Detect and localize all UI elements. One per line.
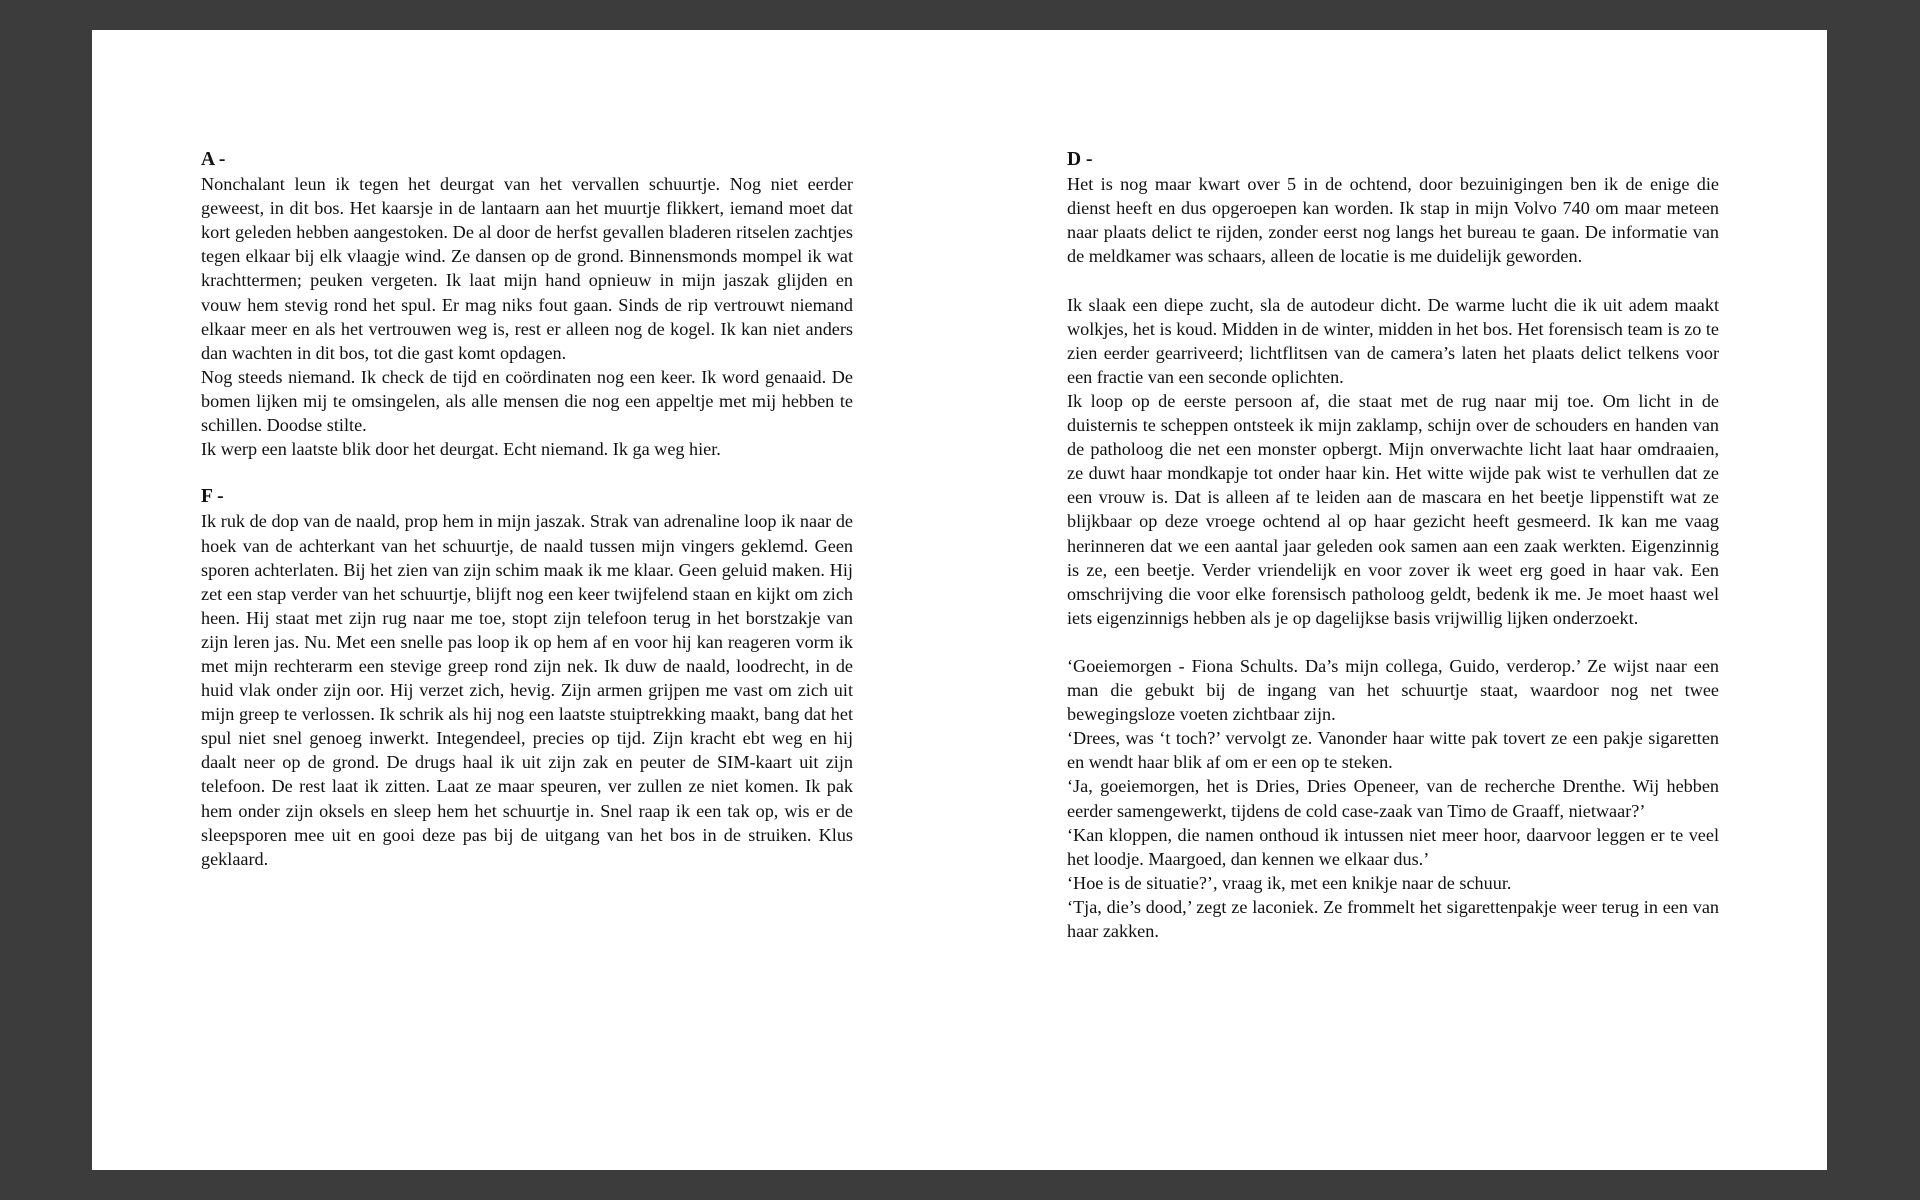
paragraph: Ik loop op de eerste persoon af, die staat met de rug naar mij toe. Om licht in de duisternis te scheppen ontsteek ik mijn zaklamp, schijn over de schouders en handen van de patholoog die net een monster opbergt. Mijn onverwachte licht laat haar omdraaien, ze duwt haar mondkapje tot onder haar kin. Het witte wijde pak wist te verhullen dat ze een vrouw is. Dat is alleen af te leiden aan de mascara en het beetje lippenstift wat ze blijkbaar op deze vroege ochtend al op haar gezicht heeft gesmeerd. Ik kan me vaag herinneren dat we een aantal jaar geleden ook samen aan een zaak werkten. Eigenzinnig is ze, een beetje. Verder vriendelijk en voor zover ik weet erg goed in haar vak. Een omschrijving die voor elke forensisch patholoog geldt, bedenk ik me. Je moet haast wel iets eigenzinnigs hebben als je op dagelijkse basis vrijwillig lijken onderzoekt. — [1067, 390, 1719, 628]
paragraph: Het is nog maar kwart over 5 in de ochtend, door bezuinigingen ben ik de enige die dienst heeft en dus opgeroepen kan worden. Ik stap in mijn Volvo 740 om maar meteen naar plaats delict te rijden, zonder eerst nog langs het bureau te gaan. De informatie van de meldkamer was schaars, alleen de locatie is me duidelijk geworden. — [1067, 174, 1719, 267]
paragraph: ‘Goeiemorgen - Fiona Schults. Da’s mijn collega, Guido, verderop.’ Ze wijst naar een man die gebukt bij de ingang van het schuurtje staat, waardoor nog net twee bewegingsloze voeten zichtbaar zijn. — [1067, 655, 1719, 725]
paragraph: Ik ruk de dop van de naald, prop hem in mijn jaszak. Strak van adrenaline loop ik naar de hoek van de achterkant van het schuurtje, de naald tussen mijn vingers geklemd. Geen sporen achterlaten. Bij het zien van zijn schim maak ik me klaar. Geen geluid maken. Hij zet een stap verder van het schuurtje, blijft nog een keer twijfelend staan en kijkt om zich heen. Hij staat met zijn rug naar me toe, stopt zijn telefoon terug in het borstzakje van zijn leren jas. Nu. Met een snelle pas loop ik op hem af en voor hij kan reageren vorm ik met mijn rechterarm een stevige greep rond zijn nek. Ik duw de naald, loodrecht, in de huid vlak onder zijn oor. Hij verzet zich, hevig. Zijn armen grijpen me vast om zich uit mijn greep te verlossen. Ik schrik als hij nog een laatste stuiptrekking maakt, bang dat het spul niet snel genoeg inwerkt. Integendeel, precies op tijd. Zijn kracht ebt weg en hij daalt neer op de grond. De drugs haal ik uit zijn zak en peuter de SIM-kaart uit zijn telefoon. De rest laat ik zitten. Laat ze maar speuren, ver zullen ze niet komen. Ik pak hem onder zijn oksels en sleep hem het schuurtje in. Snel raap ik een tak op, wis er de sleepsporen mee uit en gooi deze pas bij de uitgang van het bos in de struiken. Klus geklaard. — [201, 511, 853, 869]
paragraph: Ik werp een laatste blik door het deurgat. Echt niemand. Ik ga weg hier. — [201, 439, 721, 460]
right-page-text — [1067, 148, 1719, 943]
left-page-text — [201, 148, 853, 871]
paragraph: Nog steeds niemand. Ik check de tijd en coördinaten nog een keer. Ik word genaaid. De bomen lijken mij te omsingelen, als alle mensen die nog een appeltje met mij hebben te schillen. Doodse stilte. — [201, 366, 853, 436]
paragraph-gap — [1067, 630, 1719, 654]
paragraph: ‘Drees, was ‘t toch?’ vervolgt ze. Vanonder haar witte pak tovert ze een pakje sigaretten en wendt haar blik af om er een op te steken. — [1067, 728, 1719, 773]
text-block — [1067, 172, 1719, 268]
paragraph: Ik slaak een diepe zucht, sla de autodeur dicht. De warme lucht die ik uit adem maakt wolkjes, het is koud. Midden in de winter, midden in het bos. Het forensisch team is zo te zien eerder gearriveerd; lichtflitsen van de camera’s laten het plaats delict telkens voor een fractie van een seconde oplichten. — [1067, 294, 1719, 387]
text-block — [1067, 293, 1719, 630]
paragraph: ‘Kan kloppen, die namen onthoud ik intussen niet meer hoor, daarvoor leggen er te veel het loodje. Maargoed, dan kennen we elkaar dus.’ — [1067, 824, 1719, 869]
section-a — [201, 148, 853, 461]
paragraph: ‘Ja, goeiemorgen, het is Dries, Dries Openeer, van de recherche Drenthe. Wij hebben eerder samengewerkt, tijdens de cold case-zaak van Timo de Graaff, nietwaar?’ — [1067, 776, 1719, 821]
paragraph-gap — [1067, 268, 1719, 292]
paragraph: ‘Hoe is de situatie?’, vraag ik, met een knikje naar de schuur. — [1067, 872, 1512, 893]
paragraph: Nonchalant leun ik tegen het deurgat van het vervallen schuurtje. Nog niet eerder geweest, in dit bos. Het kaarsje in de lantaarn aan het muurtje flikkert, iemand moet dat kort geleden hebben aangestoken. De al door de herfst gevallen bladeren ritselen zachtjes tegen elkaar bij elk vlaagje wind. Ze dansen op de grond. Binnensmonds mompel ik wat krachttermen; peuken vergeten. Ik laat mijn hand opnieuw in mijn jaszak glijden en vouw hem stevig rond het spul. Er mag niks fout gaan. Sinds de rip vertrouwt niemand elkaar meer en als het vertrouwen weg is, rest er alleen nog de kogel. Ik kan niet anders dan wachten in dit bos, tot die gast komt opdagen. — [201, 174, 853, 363]
section-heading: F - — [201, 486, 224, 508]
book-spread — [92, 30, 1827, 1170]
text-block — [1067, 654, 1719, 943]
section-f — [201, 485, 853, 871]
section-heading: D - — [1067, 149, 1093, 170]
section-heading: A - — [201, 149, 226, 170]
paragraph: ‘Tja, die’s dood,’ zegt ze laconiek. Ze frommelt het sigarettenpakje weer terug in een van haar zakken. — [1067, 896, 1719, 941]
